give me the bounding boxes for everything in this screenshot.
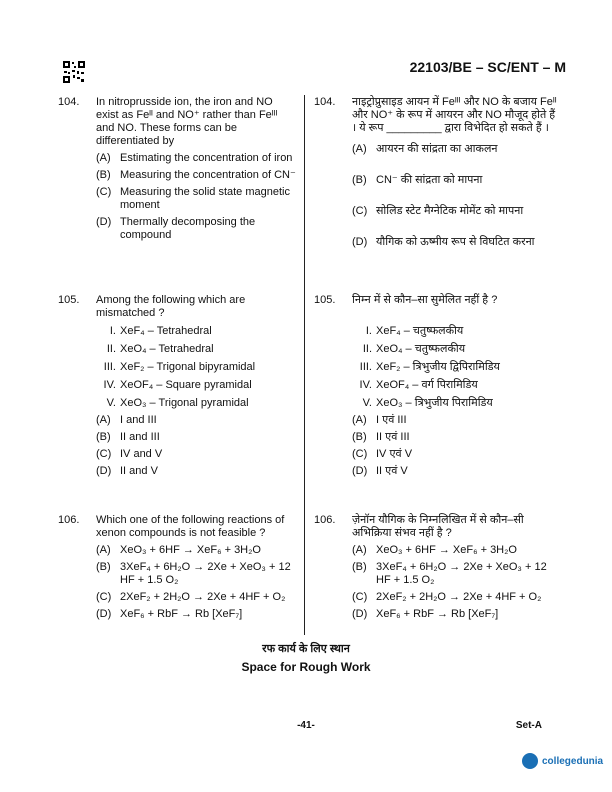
statement: IV. XeOF₄ – Square pyramidal: [103, 379, 252, 391]
question-104-en: [58, 96, 298, 242]
option-c: (C) Measuring the solid state magnetic moment: [96, 186, 290, 211]
paper-code: 22103/BE – SC/ENT – M: [409, 59, 566, 75]
option-c: (C) 2XeF₂ + 2H₂O → 2Xe + 4HF + O₂: [352, 591, 542, 603]
statement: III. XeF₂ – त्रिभुजीय द्विपिरामिडिय: [359, 361, 500, 373]
question-104-hi: [314, 96, 560, 249]
statement: I. XeF₄ – चतुष्फलकीय: [365, 325, 464, 337]
statement: I. XeF₄ – Tetrahedral: [109, 325, 212, 337]
option-c: (C) IV and V: [96, 448, 163, 460]
option-c: (C) IV एवं V: [352, 448, 413, 460]
option-b: (B) 3XeF₄ + 6H₂O → 2Xe + XeO₃ + 12 HF + 1.5 O₂: [352, 561, 547, 586]
question-number: 106.: [58, 514, 80, 526]
qr-code: [62, 60, 86, 84]
question-106-hi: [314, 514, 560, 621]
collegedunia-logo: [522, 753, 603, 769]
option-d: (D) XeF₆ + RbF → Rb [XeF₇]: [96, 608, 243, 620]
logo-icon: [522, 753, 538, 769]
option-d: (D) XeF₆ + RbF → Rb [XeF₇]: [352, 608, 499, 620]
option-b: (B) II एवं III: [352, 431, 410, 443]
option-d: (D) II एवं V: [352, 465, 408, 477]
question-text: In nitroprusside ion, the iron and NO exist as Feᴵᴵ and NO⁺ rather than Feᴵᴵᴵ and NO. These forms can be differentiated by: [96, 96, 278, 147]
question-105-en: [58, 294, 298, 478]
question-106-en: [58, 514, 298, 621]
question-number: 106.: [314, 514, 336, 526]
set-label: Set-A: [515, 720, 542, 731]
option-a: (A) आयरन की सांद्रता का आकलन: [352, 143, 498, 155]
question-number: 104.: [58, 96, 80, 108]
question-number: 105.: [58, 294, 80, 306]
option-a: (A) XeO₃ + 6HF → XeF₆ + 3H₂O: [352, 544, 517, 556]
option-c: (C) 2XeF₂ + 2H₂O → 2Xe + 4HF + O₂: [96, 591, 286, 603]
statement: II. XeO₄ – चतुष्फलकीय: [362, 343, 466, 355]
option-d: (D) II and V: [96, 465, 158, 477]
statement: V. XeO₃ – त्रिभुजीय पिरामिडिय: [362, 397, 493, 409]
question-text: ज़ेनॉन यौगिक के निम्नलिखित में से कौन–सी अभिक्रिया संभव नहीं है ?: [352, 514, 524, 539]
question-text: निम्न में से कौन–सा सुमेलित नहीं है ?: [352, 294, 498, 306]
statement: III. XeF₂ – Trigonal bipyramidal: [103, 361, 256, 373]
question-105-hi: [314, 294, 560, 478]
question-number: 104.: [314, 96, 336, 108]
option-b: (B) 3XeF₄ + 6H₂O → 2Xe + XeO₃ + 12 HF + 1.5 O₂: [96, 561, 291, 586]
page-number: -41-: [297, 720, 315, 731]
option-b: (B) II and III: [96, 431, 160, 443]
question-text: Which one of the following reactions of xenon compounds is not feasible ?: [96, 514, 285, 539]
column-divider: [304, 95, 305, 635]
option-a: (A) XeO₃ + 6HF → XeF₆ + 3H₂O: [96, 544, 261, 556]
statement: V. XeO₃ – Trigonal pyramidal: [106, 397, 249, 409]
question-number: 105.: [314, 294, 336, 306]
option-a: (A) I and III: [96, 414, 157, 426]
option-d: (D) यौगिक को ऊष्मीय रूप से विघटित करना: [352, 236, 535, 248]
question-text: नाइट्रोप्रुसाइड आयन में Feᴵᴵᴵ और NO के बजाय Feᴵᴵ और NO⁺ के रूप में आयरन और NO मौजूद होते हैं । ये रूप _________ द्वारा विभेदित हो सकते हैं ।: [352, 96, 557, 134]
logo-text: collegedunia: [542, 755, 604, 767]
statement: IV. XeOF₄ – वर्ग पिरामिडिय: [359, 379, 478, 391]
rough-work-hindi: रफ कार्य के लिए स्थान: [262, 643, 350, 655]
option-b: (B) Measuring the concentration of CN⁻: [96, 169, 296, 181]
option-c: (C) सोलिड स्टेट मैग्नेटिक मोमेंट को मापना: [352, 205, 524, 217]
option-d: (D) Thermally decomposing the compound: [96, 216, 256, 241]
option-b: (B) CN⁻ की सांद्रता को मापना: [352, 174, 483, 186]
statement: II. XeO₄ – Tetrahedral: [106, 343, 214, 355]
option-a: (A) I एवं III: [352, 414, 407, 426]
question-text: Among the following which are mismatched ?: [96, 294, 246, 319]
rough-work-english: Space for Rough Work: [241, 660, 371, 674]
option-a: (A) Estimating the concentration of iron: [96, 152, 293, 164]
